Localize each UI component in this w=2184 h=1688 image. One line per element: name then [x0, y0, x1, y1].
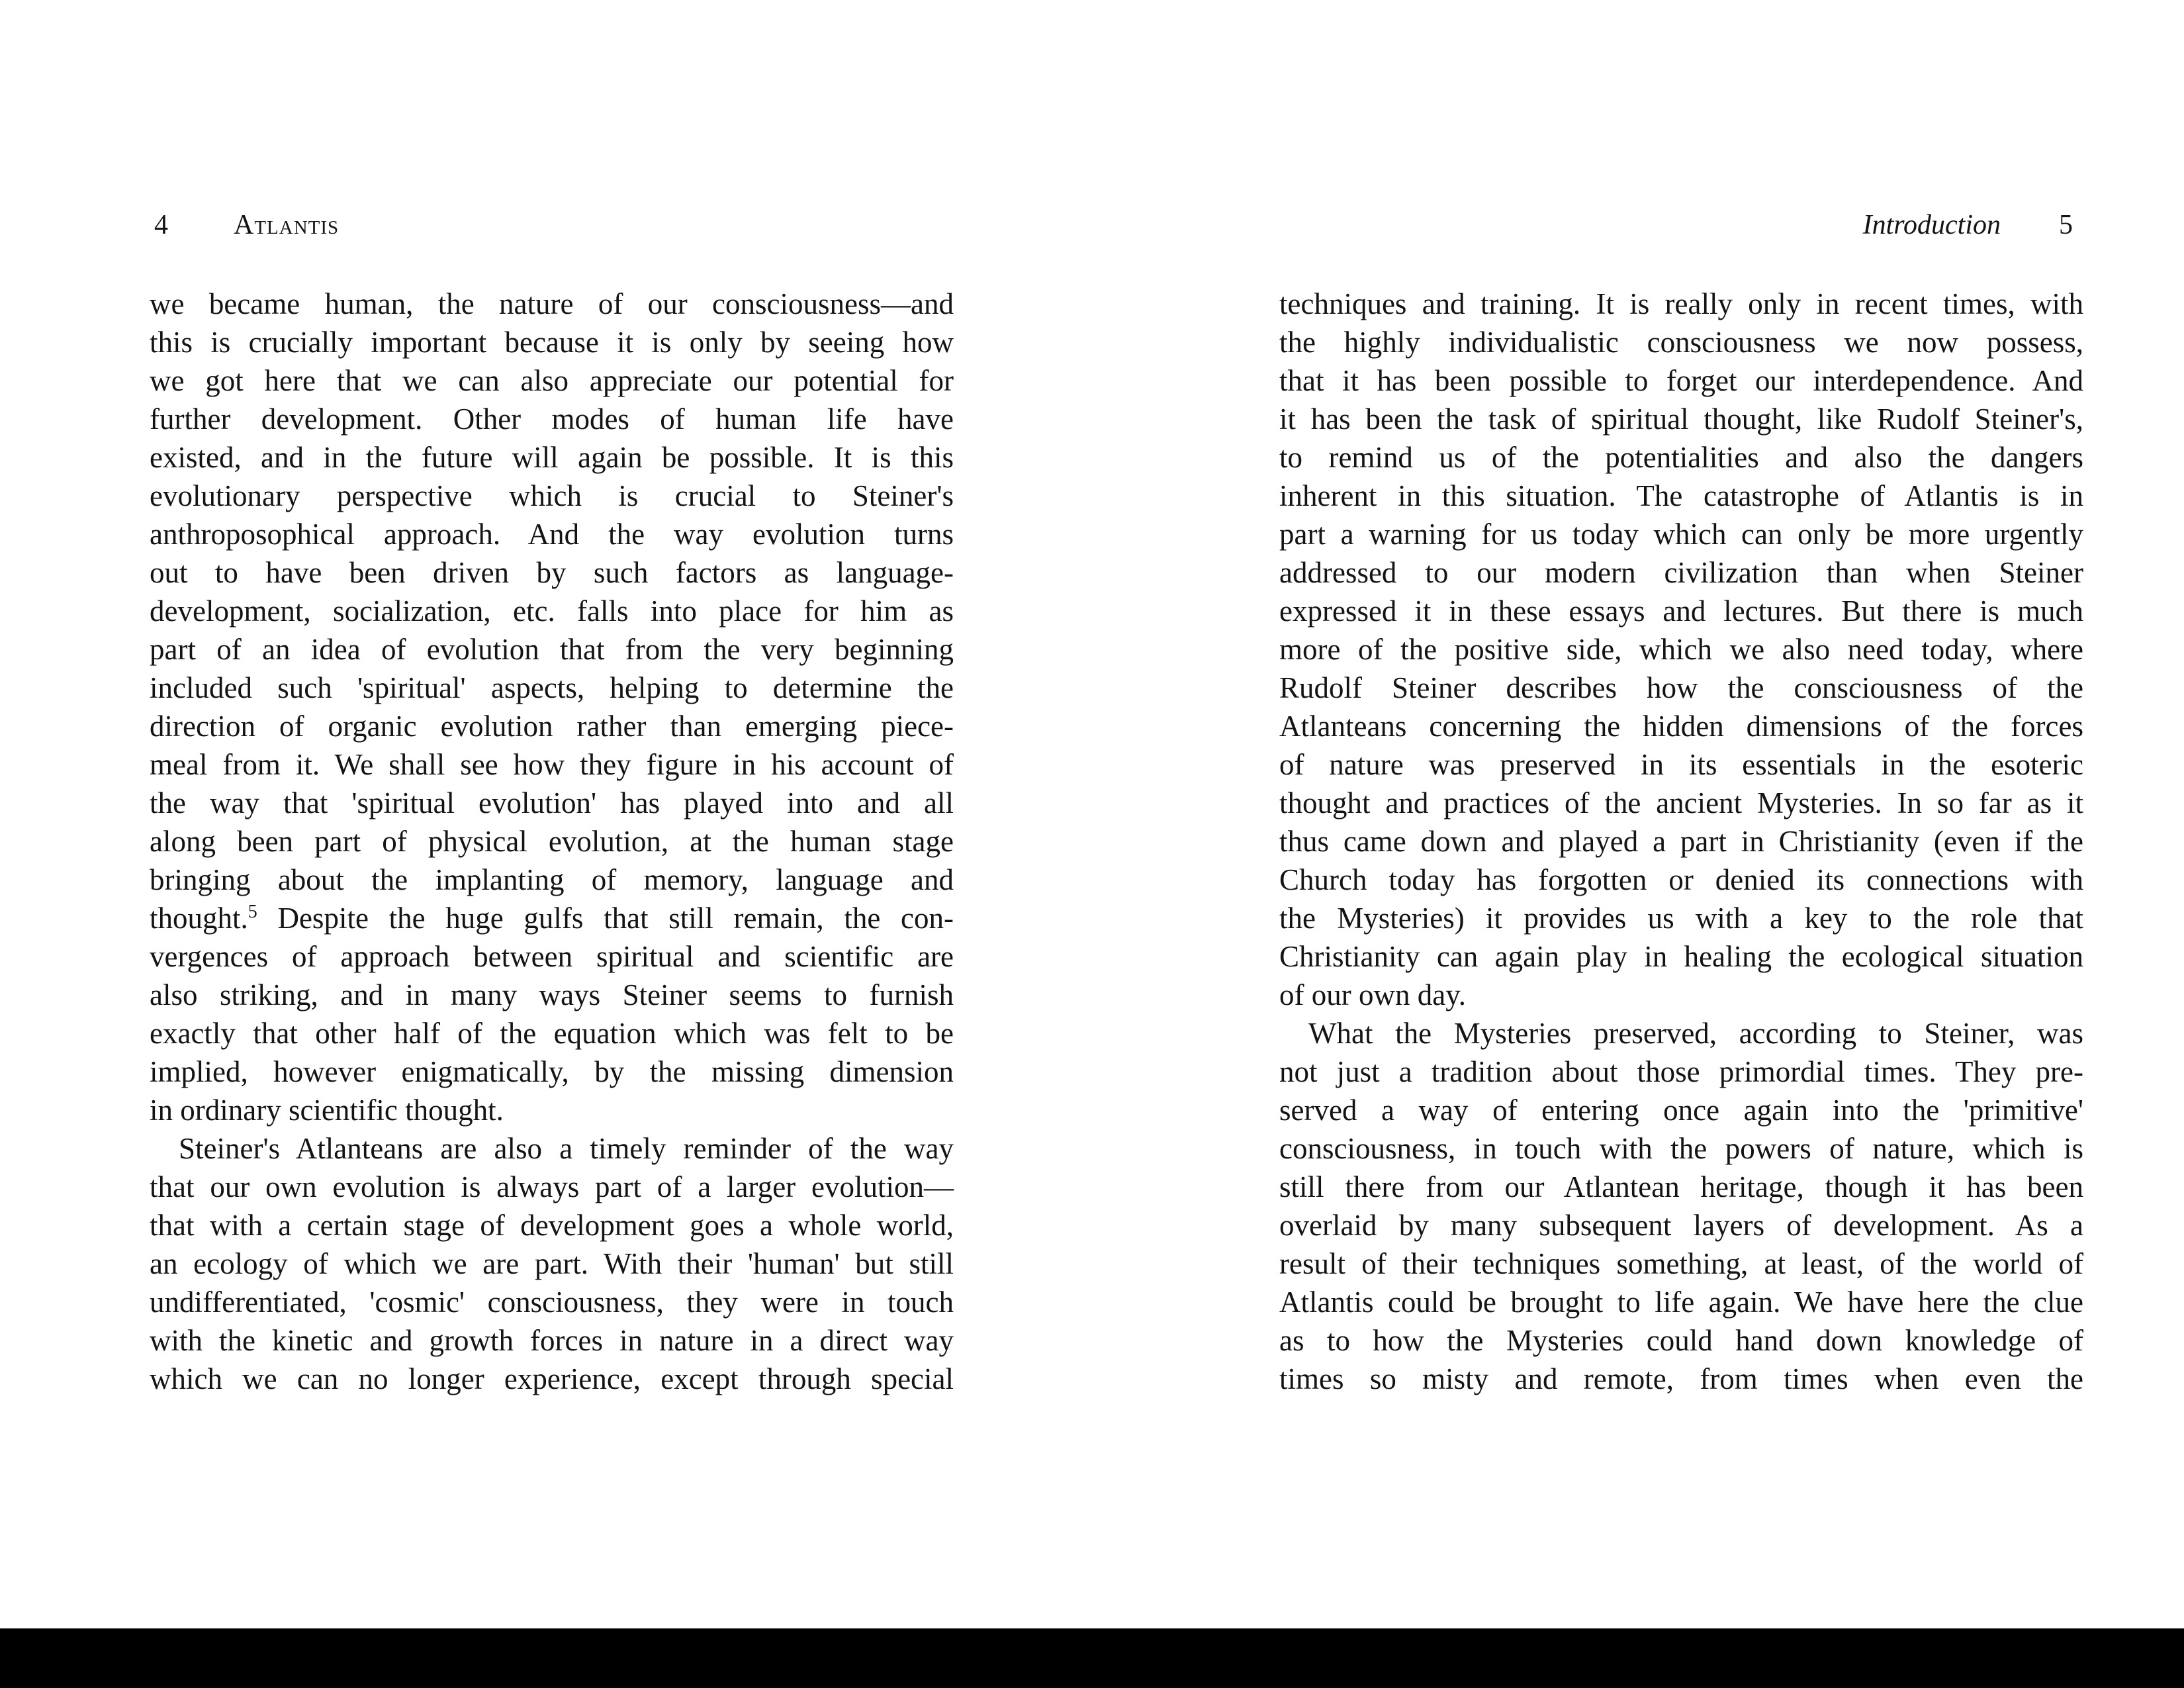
- text-fragment: thought.: [150, 902, 248, 935]
- text-line: undifferentiated, 'cosmic' consciousness, they were in touch: [150, 1286, 954, 1319]
- text-line: which we can no longer experience, except through special: [150, 1362, 954, 1395]
- right-page: [1092, 0, 2184, 1628]
- text-line: Steiner's Atlanteans are also a timely reminder of the way: [179, 1132, 954, 1165]
- text-line: inherent in this situation. The catastrophe of Atlantis is in: [1279, 479, 2083, 512]
- text-line: part a warning for us today which can only be more urgently: [1279, 518, 2083, 551]
- text-line: the way that 'spiritual evolution' has played into and all: [150, 786, 954, 820]
- text-line: existed, and in the future will again be possible. It is this: [150, 441, 954, 474]
- text-line: as to how the Mysteries could hand down knowledge of: [1279, 1324, 2083, 1357]
- text-line: that our own evolution is always part of a larger evolution—: [150, 1170, 954, 1203]
- text-line: thus came down and played a part in Christianity (even if the: [1279, 825, 2083, 858]
- text-line: still there from our Atlantean heritage, though it has been: [1279, 1170, 2083, 1203]
- scan-bottom-border: [0, 1628, 2184, 1688]
- text-line: included such 'spiritual' aspects, helping to determine the: [150, 671, 954, 704]
- text-line: exactly that other half of the equation which was felt to be: [150, 1017, 954, 1050]
- text-line: consciousness, in touch with the powers of nature, which is: [1279, 1132, 2083, 1165]
- text-line: in ordinary scientific thought.: [150, 1094, 504, 1127]
- text-line: more of the positive side, which we also need today, where: [1279, 633, 2083, 666]
- text-line: out to have been driven by such factors as language-: [150, 556, 954, 589]
- text-line: not just a tradition about those primordial times. They pre-: [1279, 1055, 2083, 1088]
- text-line: What the Mysteries preserved, according to Steiner, was: [1308, 1017, 2083, 1050]
- text-line: direction of organic evolution rather than emerging piece-: [150, 710, 954, 743]
- right-body-text: [1279, 285, 2083, 1398]
- text-line: further development. Other modes of human life have: [150, 402, 954, 436]
- text-line: result of their techniques something, at least, of the world of: [1279, 1247, 2083, 1280]
- text-line: times so misty and remote, from times when even the: [1279, 1362, 2083, 1395]
- text-line: it has been the task of spiritual thought, like Rudolf Steiner's,: [1279, 402, 2083, 436]
- text-line: Atlantis could be brought to life again. We have here the clue: [1279, 1286, 2083, 1319]
- text-line: techniques and training. It is really only in recent times, with: [1279, 287, 2083, 320]
- left-page-number: 4: [154, 210, 168, 240]
- text-line: part of an idea of evolution that from the very beginning: [150, 633, 954, 666]
- text-fragment: Despite the huge gulfs that still remain, the con-: [257, 902, 954, 935]
- text-line: evolutionary perspective which is crucial to Steiner's: [150, 479, 954, 512]
- text-line: Atlanteans concerning the hidden dimensions of the forces: [1279, 710, 2083, 743]
- text-line: expressed it in these essays and lectures. But there is much: [1279, 594, 2083, 628]
- text-line: served a way of entering once again into the 'primitive': [1279, 1094, 2083, 1127]
- right-page-number: 5: [2059, 210, 2073, 240]
- left-body-text: [150, 285, 954, 1398]
- text-line: Rudolf Steiner describes how the consciousness of the: [1279, 671, 2083, 704]
- right-running-head: [1863, 207, 2073, 244]
- text-line: that it has been possible to forget our interdependence. And: [1279, 364, 2083, 397]
- right-running-title: Introduction: [1862, 210, 2001, 240]
- text-line: meal from it. We shall see how they figure in his account of: [150, 748, 954, 781]
- text-line: along been part of physical evolution, at the human stage: [150, 825, 954, 858]
- text-line: the Mysteries) it provides us with a key to the role that: [1279, 902, 2083, 935]
- left-running-head: [154, 207, 339, 244]
- left-page: [0, 0, 1092, 1628]
- text-line: addressed to our modern civilization than when Steiner: [1279, 556, 2083, 589]
- left-running-title: Atlantis: [234, 210, 340, 240]
- text-line: of nature was preserved in its essentials in the esoteric: [1279, 748, 2083, 781]
- text-line: with the kinetic and growth forces in nature in a direct way: [150, 1324, 954, 1357]
- text-line-with-footnote: [150, 899, 954, 937]
- text-line: implied, however enigmatically, by the missing dimension: [150, 1055, 954, 1088]
- text-line: also striking, and in many ways Steiner seems to furnish: [150, 978, 954, 1011]
- text-line: to remind us of the potentialities and also the dangers: [1279, 441, 2083, 474]
- text-line: that with a certain stage of development goes a whole world,: [150, 1209, 954, 1242]
- text-line: Church today has forgotten or denied its connections with: [1279, 863, 2083, 896]
- text-line: overlaid by many subsequent layers of development. As a: [1279, 1209, 2083, 1242]
- text-line: we became human, the nature of our consciousness—and: [150, 287, 954, 320]
- text-line: bringing about the implanting of memory, language and: [150, 863, 954, 896]
- text-line: the highly individualistic consciousness we now possess,: [1279, 326, 2083, 359]
- text-line: of our own day.: [1279, 978, 1467, 1011]
- text-line: anthroposophical approach. And the way evolution turns: [150, 518, 954, 551]
- footnote-reference[interactable]: 5: [248, 902, 257, 922]
- text-line: this is crucially important because it is only by seeing how: [150, 326, 954, 359]
- text-line: vergences of approach between spiritual and scientific are: [150, 940, 954, 973]
- text-line: development, socialization, etc. falls into place for him as: [150, 594, 954, 628]
- text-line: we got here that we can also appreciate our potential for: [150, 364, 954, 397]
- text-line: thought and practices of the ancient Mysteries. In so far as it: [1279, 786, 2083, 820]
- text-line: an ecology of which we are part. With their 'human' but still: [150, 1247, 954, 1280]
- text-line: Christianity can again play in healing the ecological situation: [1279, 940, 2083, 973]
